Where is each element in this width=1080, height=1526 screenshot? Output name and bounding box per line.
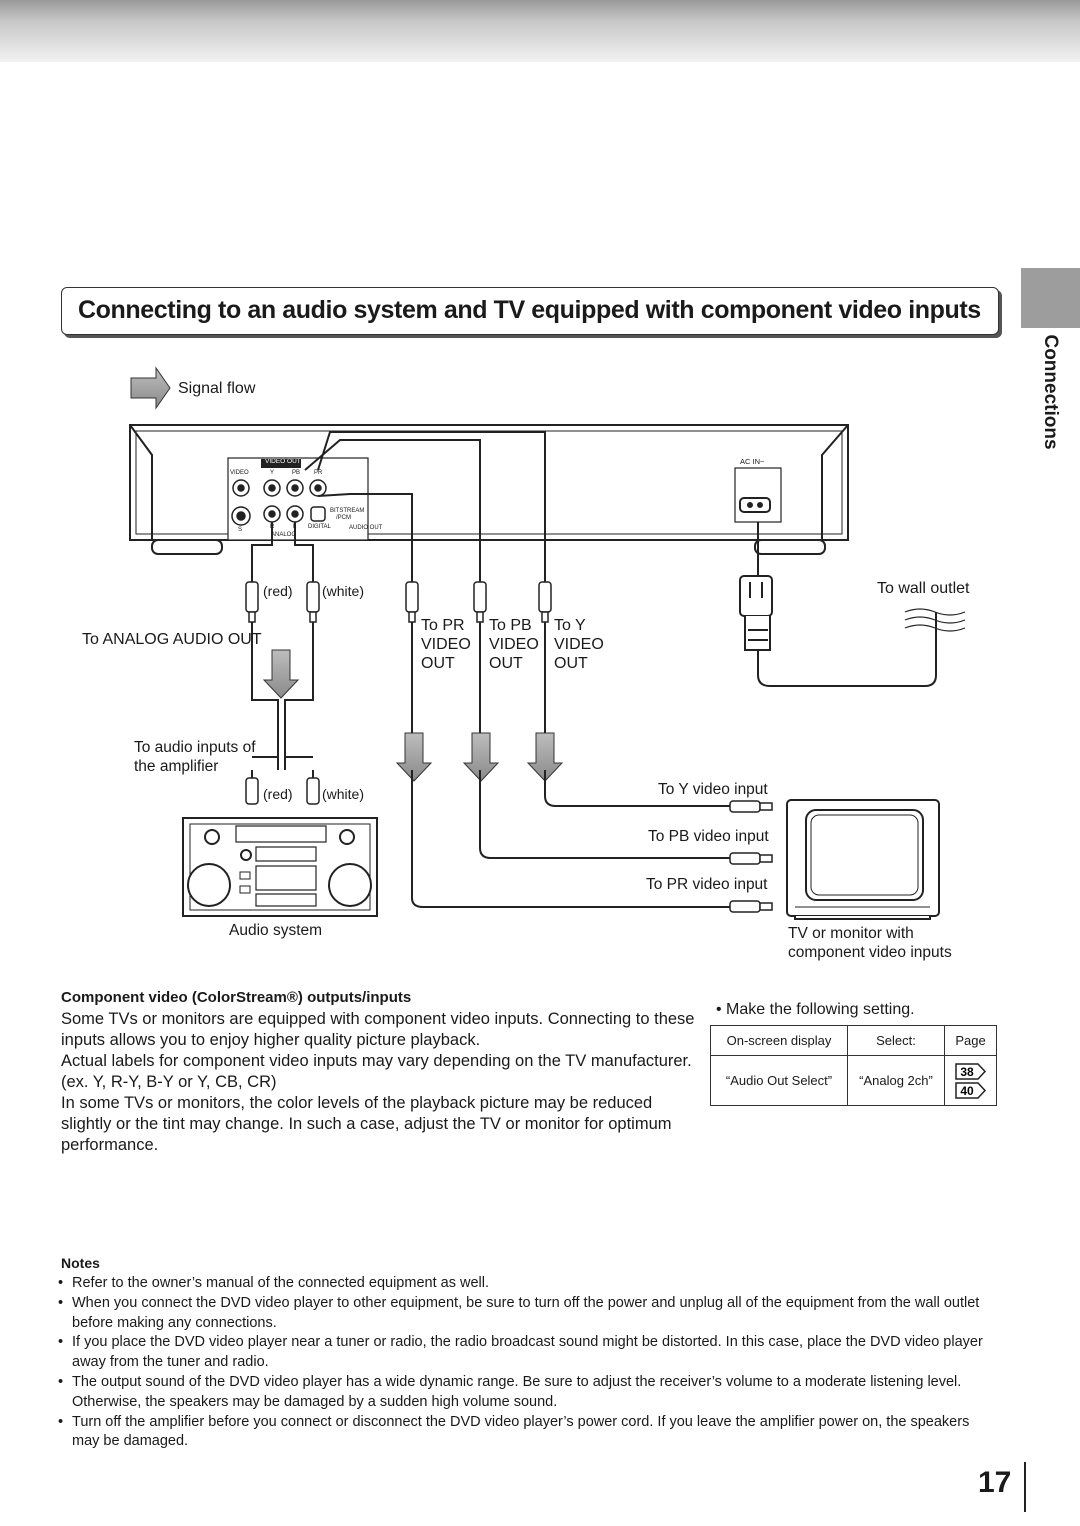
rca-plugs-tv xyxy=(730,801,772,912)
table-header: Select: xyxy=(848,1026,945,1056)
label-audio-system: Audio system xyxy=(229,922,323,939)
panel-l: L xyxy=(293,524,297,530)
tv-monitor-icon xyxy=(787,800,939,919)
panel-pr: PR xyxy=(314,470,323,476)
page-number: 17 xyxy=(978,1466,1012,1499)
paragraph: Actual labels for component video inputs may vary depending on the TV manufacturer. (ex. Y, R-Y, B-Y or Y, CB, CR) xyxy=(61,1052,692,1091)
panel-y: Y xyxy=(270,470,275,476)
label-red-bottom: (red) xyxy=(263,786,293,802)
note-item: • Turn off the amplifier before you connect or disconnect the DVD video player’s power cord. If you leave the amplifier power on, the speakers may be damaged. xyxy=(58,1413,993,1453)
body-text xyxy=(61,1009,706,1156)
page-refs xyxy=(945,1056,997,1106)
panel-r: R xyxy=(270,524,275,530)
paragraph: In some TVs or monitors, the color levels of the playback picture may be reduced slightly or the tint may change. In such a case, adjust the TV or monitor for optimum performance. xyxy=(61,1094,672,1154)
page-ref-icon xyxy=(955,1063,987,1080)
note-item: • Refer to the owner’s manual of the connected equipment as well. xyxy=(58,1274,993,1294)
label-to-audio-inputs: To audio inputs of the amplifier xyxy=(134,739,256,775)
page-title: Connecting to an audio system and TV equipped with component video inputs xyxy=(78,296,981,324)
label-analog-audio-out: To ANALOG AUDIO OUT xyxy=(82,631,262,648)
paragraph: Some TVs or monitors are equipped with component video inputs. Connecting to these inputs allows you to enjoy higher quality picture playback. xyxy=(61,1010,695,1049)
label-to-pr-video-out: To PR VIDEO OUT xyxy=(421,617,471,672)
setting-intro: • Make the following setting. xyxy=(716,1001,915,1018)
svg-text:40: 40 xyxy=(959,1083,974,1098)
label-tv-monitor: TV or monitor with component video inputs xyxy=(788,925,952,961)
label-red-top: (red) xyxy=(263,583,293,599)
panel-ac-in: AC IN~ xyxy=(740,457,765,466)
label-white-top: (white) xyxy=(322,583,365,599)
notes-list xyxy=(58,1274,993,1452)
table-cell: “Analog 2ch” xyxy=(848,1056,945,1106)
notes-heading: Notes xyxy=(61,1255,100,1271)
page-number-bar xyxy=(1024,1462,1026,1512)
panel-pcm: /PCM xyxy=(336,515,351,521)
label-to-pb-video-input: To PB video input xyxy=(648,828,769,845)
table-cell: “Audio Out Select” xyxy=(711,1056,848,1106)
dvd-player xyxy=(130,425,848,554)
page-ref-icon xyxy=(955,1082,987,1099)
wall-outlet-icon xyxy=(905,609,965,631)
label-to-y-video-input: To Y video input xyxy=(658,781,768,798)
power-plug-icon xyxy=(740,576,772,650)
settings-table xyxy=(710,1025,997,1106)
svg-text:38: 38 xyxy=(959,1064,974,1079)
label-to-pb-video-out: To PB VIDEO OUT xyxy=(489,617,539,672)
label-to-y-video-out: To Y VIDEO OUT xyxy=(554,617,604,672)
panel-pb: PB xyxy=(292,470,301,476)
note-item: • If you place the DVD video player near a tuner or radio, the radio broadcast sound might be distorted. In this case, place the DVD video player away from the tuner and radio. xyxy=(58,1333,993,1373)
section-tab-label: Connections xyxy=(1040,334,1061,450)
section-heading: Component video (ColorStream®) outputs/inputs xyxy=(61,989,412,1006)
table-header: On-screen display xyxy=(711,1026,848,1056)
panel-video-out: VIDEO OUT xyxy=(265,458,301,465)
signal-flow-label: Signal flow xyxy=(178,380,256,397)
note-item: • When you connect the DVD video player to other equipment, be sure to turn off the power and unplug all of the equipment from the wall outlet before making any connections. xyxy=(58,1294,993,1334)
signal-flow-icon xyxy=(131,368,170,408)
label-white-bottom: (white) xyxy=(322,786,365,802)
table-header: Page xyxy=(945,1026,997,1056)
audio-system-icon xyxy=(183,818,377,916)
panel-s: S xyxy=(238,527,243,533)
panel-audio-out: AUDIO OUT xyxy=(349,525,383,531)
label-to-wall-outlet: To wall outlet xyxy=(877,580,970,597)
panel-digital: DIGITAL xyxy=(308,524,331,530)
label-to-pr-video-input: To PR video input xyxy=(646,876,768,893)
note-item: • The output sound of the DVD video player has a wide dynamic range. Be sure to adjust the receiver’s volume to a moderate listening level. Otherwise, the speakers may be damaged by a sudden high volume sound. xyxy=(58,1373,993,1413)
panel-bitstream: BITSTREAM xyxy=(330,508,365,514)
panel-video: VIDEO xyxy=(230,470,249,476)
panel-analog: ANALOG xyxy=(271,532,297,538)
